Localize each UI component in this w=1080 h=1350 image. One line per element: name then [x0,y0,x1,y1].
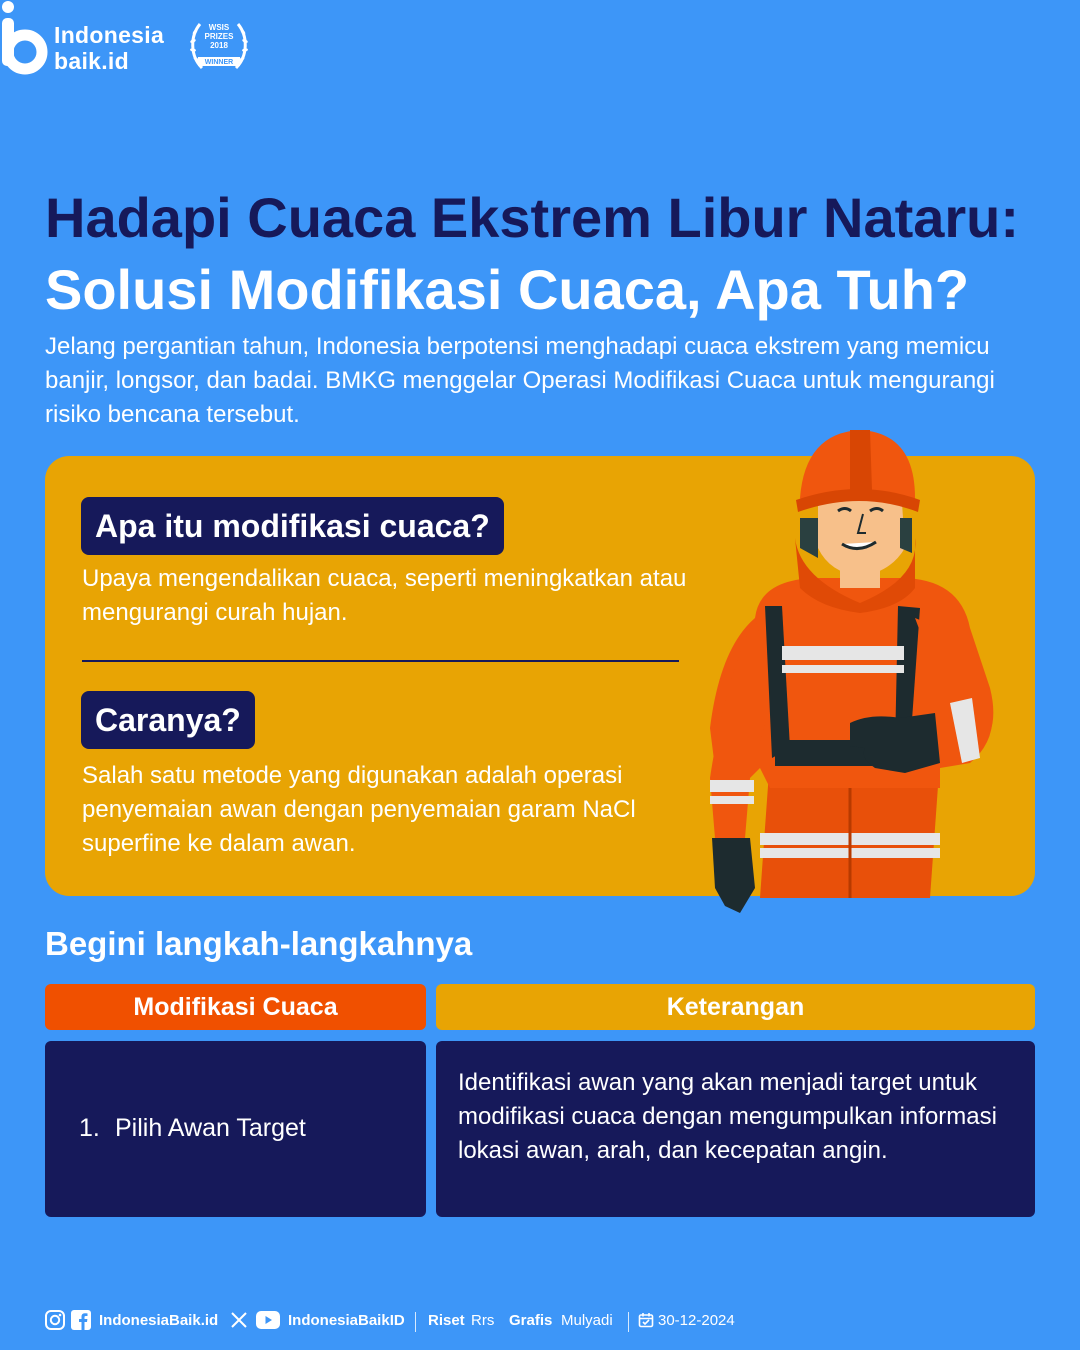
steps-heading: Begini langkah-langkahnya [45,925,473,962]
logo-line1: Indonesia [54,22,165,48]
grafis-label: Grafis [509,1312,553,1329]
question-heading-1: Apa itu modifikasi cuaca? [81,497,504,555]
youtube-icon[interactable] [255,1310,281,1330]
x-twitter-icon[interactable] [230,1311,248,1329]
indonesiabaik-logo-icon [0,0,50,75]
wsis-award-badge-icon [186,14,252,80]
award-line2: PRIZES [204,32,234,41]
riset-value: Rrs [471,1312,495,1329]
award-line1: WSIS [208,23,230,32]
answer-text-1: Upaya mengendalikan cuaca, seperti meningkatkan atau mengurangi curah hujan. [82,565,687,626]
step-name: Pilih Awan Target [115,1114,306,1142]
question-heading-2: Caranya? [81,691,255,749]
riset-label: Riset [428,1312,465,1329]
rescue-worker-illustration [700,428,1020,918]
footer [44,1306,1044,1336]
page-title-line1: Hadapi Cuaca Ekstrem Libur Nataru: [45,186,1020,249]
step-name-cell [45,1041,426,1217]
step-description: Identifikasi awan yang akan menjadi target untuk modifikasi cuaca dengan mengumpulkan informasi lokasi awan, arah, dan kecepatan angin. [458,1069,997,1164]
footer-handle-1[interactable]: IndonesiaBaik.id [99,1312,219,1329]
footer-separator-2 [628,1312,629,1332]
award-line4: WINNER [204,59,234,66]
card-divider [82,660,679,662]
instagram-icon[interactable] [44,1309,66,1331]
column-header-keterangan: Keterangan [436,984,1035,1030]
step-description-cell [436,1041,1035,1217]
facebook-icon[interactable] [70,1309,92,1331]
publish-date: 30-12-2024 [658,1312,735,1329]
answer-text-2: Salah satu metode yang digunakan adalah operasi penyemaian awan dengan penyemaian garam NaCl superfine ke dalam awan. [82,762,636,857]
grafis-value: Mulyadi [561,1312,613,1329]
page-title-line2: Solusi Modifikasi Cuaca, Apa Tuh? [45,258,970,321]
logo-text [54,22,164,74]
footer-separator [415,1312,416,1332]
site-logo[interactable] [0,0,260,80]
calendar-icon [638,1312,654,1328]
column-header-modifikasi: Modifikasi Cuaca [45,984,426,1030]
award-line3: 2018 [210,41,228,50]
footer-handle-2[interactable]: IndonesiaBaikID [288,1312,405,1329]
step-number: 1. [79,1114,100,1142]
logo-line2: baik.id [54,48,129,74]
intro-paragraph: Jelang pergantian tahun, Indonesia berpotensi menghadapi cuaca ekstrem yang memicu banjir, longsor, dan badai. BMKG menggelar Operasi Modifikasi Cuaca untuk mengurangi risiko bencana tersebut. [45,333,995,428]
